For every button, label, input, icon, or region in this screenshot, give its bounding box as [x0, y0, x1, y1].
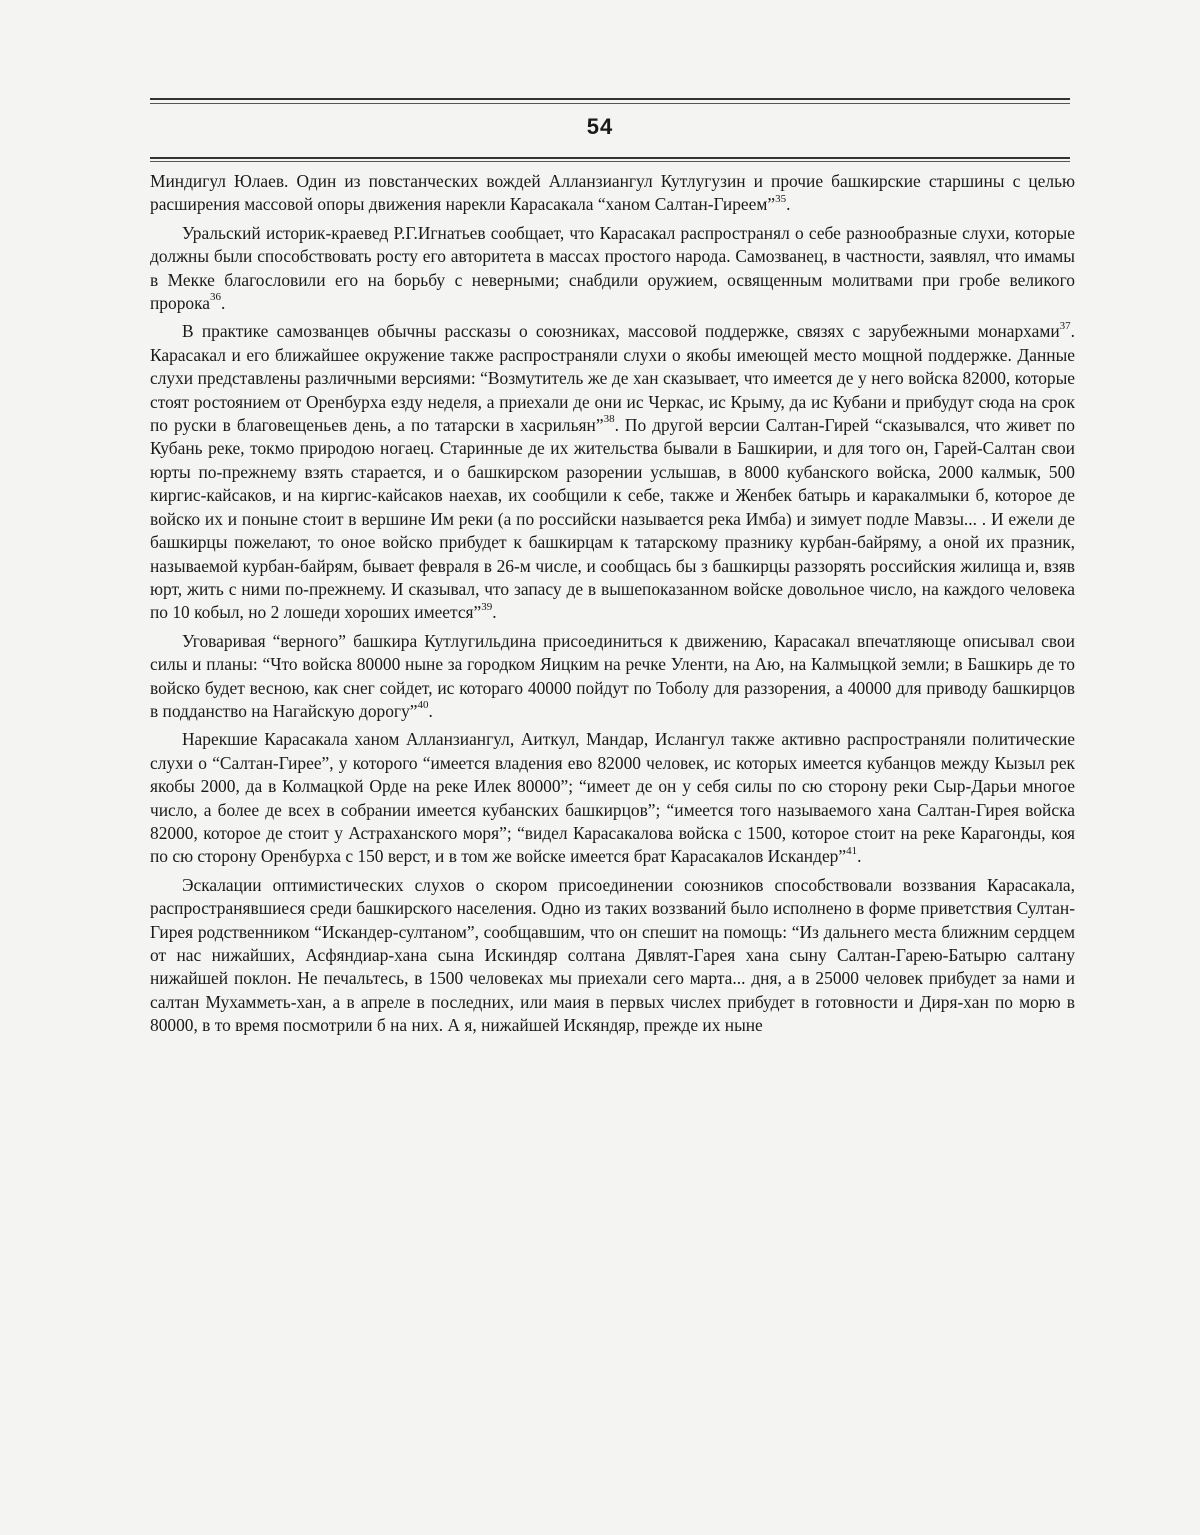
paragraph	[150, 320, 1075, 624]
paragraph	[150, 728, 1075, 868]
footnote-ref: 41	[846, 844, 858, 857]
paragraph-text: Эскалации оптимистических слухов о скором присоединении союзников способствовали воззвания Карасакала, распространявшиеся среди башкирского населения. Одно из таких воззваний было исполнено в форме приветствия Султан-Гирея родственником “Искандер-султаном”, сообщавшим, что он спешит на помощь: “Из дальнего места ближним сердцем от нас нижайших, Асфяндиар-хана сына Искиндяр солтана Дявлят-Гарея хана сыну Салтан-Гарею-Батырю салтану нижайшей поклон. Не печальтесь, в 1500 человеках мы приехали сего марта... дня, а в 25000 человек прибудет за нами и салтан Мухамметь-хан, а в апреле в последних, или маия в первых числех прибудет в готовности и Диря-хан по морю в 80000, в то время посмотрили б на них. А я, нижайшей Искяндяр, прежде их ныне	[150, 874, 1075, 1036]
body-text	[150, 170, 1075, 1043]
paragraph-text: Нарекшие Карасакала ханом Алланзиангул, Аиткул, Мандар, Ислангул также активно распространяли политические слухи о “Салтан-Гирее”, у которого “имеется владения ево 82000 человек, ис которых имеется кубанцов между Кызыл рек якобы 2000, да в Колмацкой Орде на реке Илек 80000”; “имеет де он у себя силы по сю сторону реки Сыр-Дарьи многое число, а более де всех в собрании имеется кубанских башкирцов”; “имеется того называемого хана Салтан-Гирея войска 82000, которое де стоит у Астраханского моря”; “видел Карасакалова войска с 1500, которое стоит на реке Карагонды, коя по сю сторону Оренбурха с 150 верст, и в том же войске имеется брат Карасакалов Искандер”	[150, 729, 1075, 867]
header-rule	[150, 98, 1070, 100]
paragraph-text: . По другой версии Салтан-Гирей “сказывался, что живет по Кубань реке, токмо природою ногаец. Старинные де их жительства бывали в Башкирии, и для того он, Гарей-Салтан свои юрты по-прежнему взять старается, и о башкирском разорении услышав, в 8000 кубанского войска, 2000 калмык, 500 киргис-кайсаков, и на киргис-кайсаков наехав, их сообщили к себе, также и Женбек батырь и каракалмыки б, которое де войско их и поныне стоит в вершине Им реки (а по российски называется река Имба) и зимует подле Мавзы... . И ежели де башкирцы пожелают, то оное войско прибудет к башкирцам к татарскому празнику курбан-байряму, а оной их празник, называемой курбан-байрям, бывает февраля в 26-м числе, и сообщась бы з башкирцы раззорять российския жилища и, взяв юрт, жить с ними по-прежнему. И сказывал, что запасу де в вышепоказанном войске довольное число, на каждого человека по 10 кобыл, но 2 лошеди хороших имеется”	[150, 415, 1075, 623]
paragraph-text: .	[786, 194, 791, 215]
paragraph-text: . Карасакал и его ближайшее окружение также распространяли слухи о якобы имеющей место мощной поддержке. Данные слухи представлены различными версиями: “Возмутитель же де хан сказывает, что имеется де у него войска 82000, которые стоят ростоянием от Оренбурха езду неделя, а приехали де они ис Черкас, ис Крыму, да ис Кубани и прибудут сюда на срок по руски в благовещеньев день, а по татарски в хасрильян”	[150, 321, 1075, 436]
paragraph-text: .	[857, 846, 862, 867]
paragraph-text: В практике самозванцев обычны рассказы о союзниках, массовой поддержке, связях с зарубежными монархами	[182, 321, 1060, 342]
footnote-ref: 35	[775, 192, 787, 205]
header-rule-thin	[150, 103, 1070, 104]
paragraph-text: .	[221, 293, 226, 314]
paragraph	[150, 222, 1075, 316]
paragraph	[150, 630, 1075, 724]
paragraph-text: .	[492, 602, 497, 623]
footnote-ref: 36	[210, 291, 221, 304]
page-number: 54	[586, 114, 614, 139]
footnote-ref: 38	[603, 413, 615, 426]
header-rule-lower	[150, 157, 1070, 159]
paragraph-text: Уральский историк-краевед Р.Г.Игнатьев сообщает, что Карасакал распространял о себе разнообразные слухи, которые должны были способствовать росту его авторитета в массах простого народа. Самозванец, в частности, заявлял, что имамы в Мекке благословили его на борьбу с неверными; снабдили оружием, освященным молитвами при гробе великого пророка	[150, 222, 1075, 314]
header-rule-lower-thin	[150, 161, 1070, 162]
paragraph-text: Миндигул Юлаев. Один из повстанческих вождей Алланзиангул Кутлугузин и прочие башкирские старшины с целью расширения массовой опоры движения нарекли Карасакала “ханом Салтан-Гиреем”	[150, 171, 1075, 215]
paragraph-text: Уговаривая “верного” башкира Кутлугильдина присоединиться к движению, Карасакал впечатляюще описывал свои силы и планы: “Что войска 80000 ныне за городком Яицким на речке Уленти, на Аю, на Калмыцкой земли; в Башкирь де то войско будет весною, как снег сойдет, ис котораго 40000 пойдут по Тоболу для раззорения, а 40000 для приводу башкирцов в подданство на Нагайскую дорогу”	[150, 630, 1075, 721]
footnote-ref: 40	[417, 699, 429, 712]
footnote-ref: 39	[481, 600, 493, 613]
paragraph	[150, 874, 1075, 1038]
paragraph	[150, 170, 1075, 217]
footnote-ref: 37	[1059, 319, 1071, 332]
paragraph-text: .	[428, 700, 433, 721]
